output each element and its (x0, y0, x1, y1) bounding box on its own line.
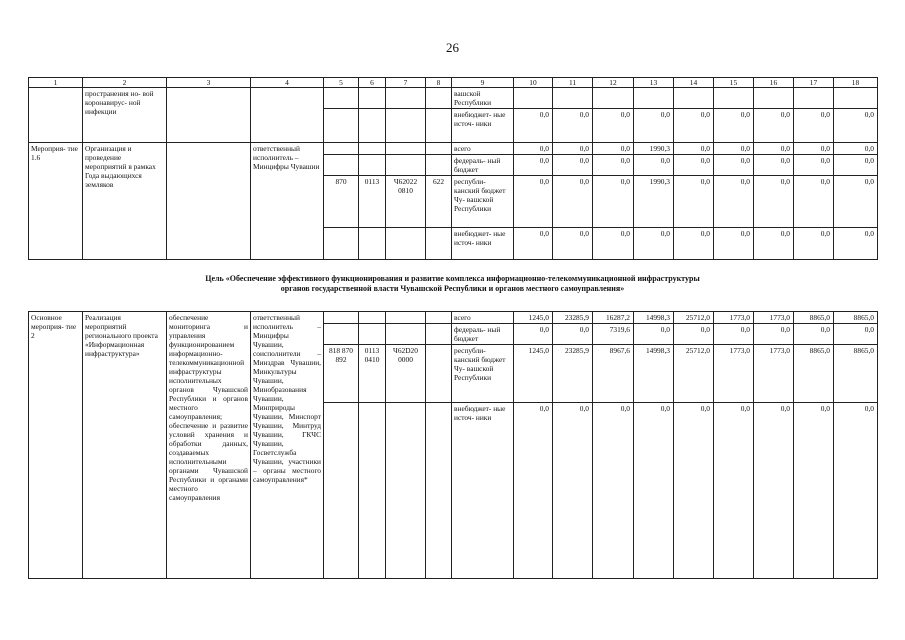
funding-source-cell: федераль- ный бюджет (452, 324, 514, 345)
empty-cell (359, 155, 386, 176)
header-cell: 1 (29, 78, 83, 88)
value-cell: 0,0 (634, 155, 674, 176)
header-cell: 13 (634, 78, 674, 88)
empty-cell (359, 88, 386, 109)
value-cell: 0,0 (794, 155, 834, 176)
budget-code-cell (426, 345, 452, 403)
value-cell (754, 88, 794, 109)
empty-cell (386, 324, 426, 345)
empty-cell (386, 228, 426, 260)
value-cell: 0,0 (593, 143, 634, 155)
empty-cell (324, 155, 359, 176)
value-cell: 0,0 (553, 143, 593, 155)
empty-cell (324, 312, 359, 324)
funding-source-cell: вашской Республики (452, 88, 514, 109)
value-cell: 0,0 (834, 176, 878, 228)
value-cell: 1245,0 (514, 345, 553, 403)
value-cell: 0,0 (834, 403, 878, 579)
value-cell: 0,0 (834, 155, 878, 176)
header-cell: 3 (167, 78, 251, 88)
empty-cell (324, 324, 359, 345)
value-cell: 14998,3 (634, 345, 674, 403)
header-cell: 8 (426, 78, 452, 88)
budget-code-cell: 0113 (359, 176, 386, 228)
value-cell: 0,0 (674, 228, 714, 260)
empty-cell (386, 109, 426, 143)
empty-cell (29, 88, 83, 143)
header-cell: 9 (452, 78, 514, 88)
budget-code-cell: 870 (324, 176, 359, 228)
empty-cell (324, 88, 359, 109)
value-cell: 0,0 (514, 155, 553, 176)
value-cell: 8865,0 (794, 312, 834, 324)
budget-code-cell: Ч62D20 0000 (386, 345, 426, 403)
table-row (29, 88, 878, 109)
empty-cell (324, 143, 359, 155)
value-cell: 0,0 (553, 176, 593, 228)
value-cell: 8865,0 (834, 312, 878, 324)
value-cell: 0,0 (514, 176, 553, 228)
goal-lead: Цель « (205, 274, 230, 283)
funding-source-cell: внебюджет- ные источ- ники (452, 109, 514, 143)
empty-cell (324, 228, 359, 260)
value-cell: 0,0 (674, 143, 714, 155)
value-cell: 8865,0 (834, 345, 878, 403)
value-cell: 7319,6 (593, 324, 634, 345)
empty-cell (426, 228, 452, 260)
funding-source-cell: федераль- ный бюджет (452, 155, 514, 176)
header-cell: 10 (514, 78, 553, 88)
value-cell: 0,0 (553, 403, 593, 579)
empty-cell (359, 143, 386, 155)
value-cell: 8967,6 (593, 345, 634, 403)
value-cell: 0,0 (834, 228, 878, 260)
value-cell: 23285,9 (553, 345, 593, 403)
empty-cell (386, 88, 426, 109)
value-cell: 1990,3 (634, 176, 674, 228)
activity-description-cell: обеспечение мониторинга и управления функционированием информационно- телекоммуникационной инфраструктуры исполнительных органов Чувашской Республики и органов местного самоуправления; обеспечение и развитие условий хранения и обработки данных, создаваемых исполнительными органами Чувашской Республики и органами местного самоуправления (167, 312, 251, 579)
header-cell: 14 (674, 78, 714, 88)
value-cell: 0,0 (754, 403, 794, 579)
program-table-bottom (28, 311, 878, 579)
funding-source-cell: республи- канский бюджет Чу- вашской Республики (452, 345, 514, 403)
value-cell: 0,0 (593, 155, 634, 176)
header-cell: 4 (251, 78, 324, 88)
budget-code-cell: 622 (426, 176, 452, 228)
value-cell: 0,0 (714, 228, 754, 260)
budget-code-cell: Ч62022 0810 (386, 176, 426, 228)
header-cell: 17 (794, 78, 834, 88)
empty-cell (386, 143, 426, 155)
empty-cell (167, 143, 251, 260)
empty-cell (386, 155, 426, 176)
value-cell: 0,0 (514, 143, 553, 155)
funding-source-cell: всего (452, 143, 514, 155)
value-cell: 0,0 (634, 324, 674, 345)
empty-cell (426, 109, 452, 143)
funding-source-cell: внебюджет- ные источ- ники (452, 228, 514, 260)
value-cell: 0,0 (593, 176, 634, 228)
empty-cell (359, 109, 386, 143)
value-cell: 1773,0 (714, 345, 754, 403)
funding-source-cell: внебюджет- ные источ- ники (452, 403, 514, 579)
value-cell: 0,0 (514, 324, 553, 345)
empty-cell (359, 403, 386, 579)
empty-cell (324, 403, 359, 579)
budget-code-cell: 0113 0410 (359, 345, 386, 403)
empty-cell (426, 312, 452, 324)
empty-cell (426, 143, 452, 155)
empty-cell (359, 228, 386, 260)
value-cell: 23285,9 (553, 312, 593, 324)
empty-cell (426, 155, 452, 176)
value-cell (634, 88, 674, 109)
value-cell: 0,0 (593, 403, 634, 579)
value-cell: 25712,0 (674, 312, 714, 324)
value-cell: 8865,0 (794, 345, 834, 403)
budget-code-cell: 818 870 892 (324, 345, 359, 403)
program-table-top (28, 77, 878, 260)
value-cell: 0,0 (674, 324, 714, 345)
funding-source-cell: всего (452, 312, 514, 324)
empty-cell (386, 312, 426, 324)
value-cell: 0,0 (754, 143, 794, 155)
table-row (29, 312, 878, 324)
value-cell (834, 88, 878, 109)
value-cell: 0,0 (794, 324, 834, 345)
value-cell: 0,0 (714, 109, 754, 143)
responsible-cell: ответственный исполнитель – Минцифры Чувашии, соисполнители – Минздрав Чувашии, Минкультуры Чувашии, Минобразования Чувашии, Минприроды Чувашии, Минспорт Чувашии, Минтруд Чувашии, ГКЧС Чувашии, Госветслужба Чувашии, участники – органы местного самоуправления* (251, 312, 324, 579)
goal-heading (28, 274, 877, 294)
value-cell: 0,0 (794, 403, 834, 579)
responsible-cell: ответственный исполнитель – Минцифры Чувашии (251, 143, 324, 260)
table-row (29, 143, 878, 155)
value-cell: 0,0 (514, 109, 553, 143)
value-cell: 0,0 (714, 155, 754, 176)
value-cell: 16287,2 (593, 312, 634, 324)
value-cell: 0,0 (553, 109, 593, 143)
value-cell (714, 88, 754, 109)
value-cell: 0,0 (674, 176, 714, 228)
value-cell: 0,0 (794, 143, 834, 155)
value-cell: 0,0 (553, 228, 593, 260)
value-cell: 0,0 (754, 228, 794, 260)
value-cell: 0,0 (674, 403, 714, 579)
value-cell (674, 88, 714, 109)
value-cell: 1773,0 (754, 345, 794, 403)
value-cell: 0,0 (834, 143, 878, 155)
value-cell: 0,0 (634, 403, 674, 579)
value-cell: 1773,0 (714, 312, 754, 324)
header-cell: 15 (714, 78, 754, 88)
column-number-row (29, 78, 878, 88)
activity-name-cell: Организация и проведение мероприятий в рамках Года выдающихся земляков (83, 143, 167, 260)
header-cell: 2 (83, 78, 167, 88)
goal-line-1: Обеспечение эффективного функционирования и развитие комплекса информационно-телекоммуникационной инфраструктуры (229, 274, 700, 283)
page-number: 26 (446, 40, 459, 55)
value-cell: 1990,3 (634, 143, 674, 155)
value-cell: 0,0 (834, 324, 878, 345)
value-cell (794, 88, 834, 109)
header-cell: 7 (386, 78, 426, 88)
value-cell: 0,0 (754, 176, 794, 228)
header-cell: 18 (834, 78, 878, 88)
activity-name-cell: Реализация мероприятий регионального проекта «Информационная инфраструктура» (83, 312, 167, 579)
value-cell: 0,0 (754, 324, 794, 345)
value-cell: 0,0 (593, 109, 634, 143)
value-cell: 0,0 (514, 228, 553, 260)
empty-cell (167, 88, 251, 143)
value-cell: 0,0 (634, 109, 674, 143)
empty-cell (359, 312, 386, 324)
empty-cell (251, 88, 324, 143)
value-cell: 0,0 (754, 109, 794, 143)
value-cell: 0,0 (794, 176, 834, 228)
empty-cell (386, 403, 426, 579)
activity-id-cell: Основное мероприя- тие 2 (29, 312, 83, 579)
value-cell: 0,0 (674, 109, 714, 143)
value-cell: 1773,0 (754, 312, 794, 324)
header-cell: 5 (324, 78, 359, 88)
value-cell (553, 88, 593, 109)
funding-source-cell: республи- канский бюджет Чу- вашской Республики (452, 176, 514, 228)
empty-cell (359, 324, 386, 345)
activity-name-cell: пространения но- вой коронавирус- ной инфекции (83, 88, 167, 143)
value-cell: 0,0 (794, 109, 834, 143)
value-cell: 0,0 (634, 228, 674, 260)
header-cell: 11 (553, 78, 593, 88)
header-cell: 12 (593, 78, 634, 88)
header-cell: 6 (359, 78, 386, 88)
value-cell (514, 88, 553, 109)
value-cell: 0,0 (593, 228, 634, 260)
goal-line-2: органов государственной власти Чувашской Республики и органов местного самоуправления» (280, 284, 625, 293)
value-cell: 0,0 (514, 403, 553, 579)
empty-cell (426, 403, 452, 579)
value-cell: 1245,0 (514, 312, 553, 324)
header-cell: 16 (754, 78, 794, 88)
value-cell: 0,0 (553, 324, 593, 345)
value-cell (593, 88, 634, 109)
value-cell: 0,0 (754, 155, 794, 176)
value-cell: 0,0 (834, 109, 878, 143)
value-cell: 25712,0 (674, 345, 714, 403)
value-cell: 0,0 (714, 403, 754, 579)
value-cell: 0,0 (714, 324, 754, 345)
value-cell: 14998,3 (634, 312, 674, 324)
empty-cell (426, 324, 452, 345)
value-cell: 0,0 (794, 228, 834, 260)
value-cell: 0,0 (553, 155, 593, 176)
value-cell: 0,0 (674, 155, 714, 176)
value-cell: 0,0 (714, 143, 754, 155)
empty-cell (324, 109, 359, 143)
activity-id-cell: Мероприя- тие 1.6 (29, 143, 83, 260)
value-cell: 0,0 (714, 176, 754, 228)
empty-cell (426, 88, 452, 109)
